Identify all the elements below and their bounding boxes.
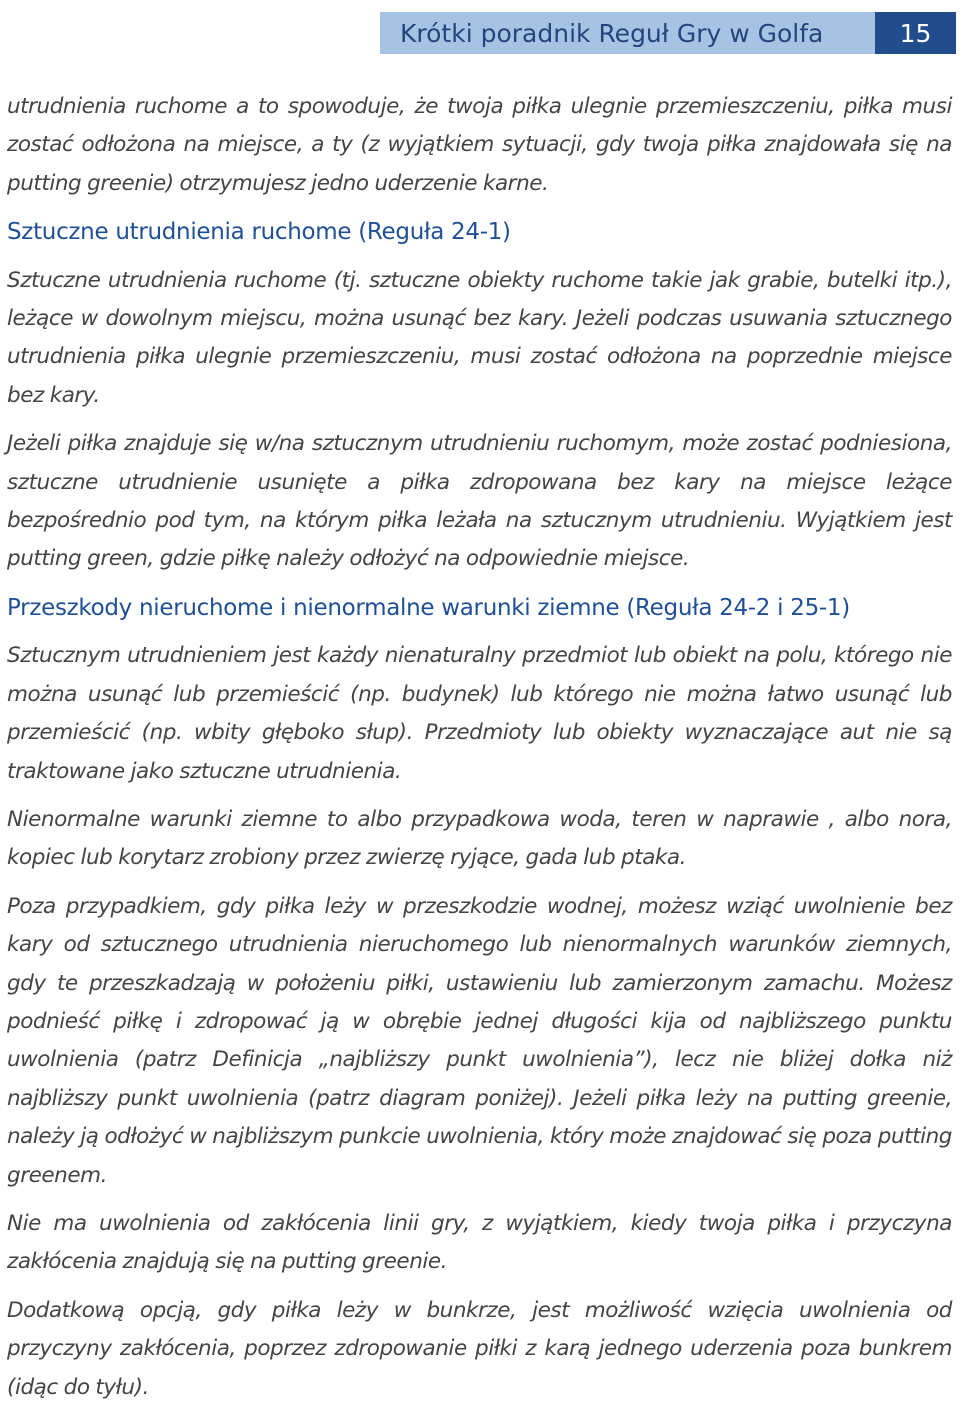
paragraph-relief-procedure: Poza przypadkiem, gdy piłka leży w przeszkodzie wodnej, możesz wziąć uwolnienie bez kary od sztucznego utrudnienia nieruchomego lub nienormalnych warunków ziemnych, gdy te przeszkadzają w położeniu piłki, ustawieniu lub zamierzonym zamachu. Możesz podnieść piłkę i zdropować ją w obrębie jednej długości kija od najbliższego punktu uwolnienia (patrz Definicja „najbliższy punkt uwolnienia”), lecz nie bliżej dołka niż najbliższy punkt uwolnienia (patrz diagram poniżej). Jeżeli piłka leży na putting greenie, należy ją odłożyć w najbliższym punkcie uwolnienia, który może znajdować się poza putting greenem. (7, 893, 952, 1188)
paragraph-line-of-play: Nie ma uwolnienia od zakłócenia linii gry, z wyjątkiem, kiedy twoja piłka i przyczyna zakłócenia znajdują się na putting greenie. (7, 1210, 952, 1275)
paragraph-bunker-option: Dodatkową opcją, gdy piłka leży w bunkrze, jest możliwość wzięcia uwolnienia od przyczyny zakłócenia, poprzez zdropowanie piłki z karą jednego uderzenia poza bunkrem (idąc do tyłu). (7, 1297, 952, 1400)
heading-movable-obstructions: Sztuczne utrudnienia ruchome (Reguła 24-1) (7, 219, 511, 246)
page-content (7, 88, 952, 1417)
paragraph-continuation: utrudnienia ruchome a to spowoduje, że twoja piłka ulegnie przemieszczeniu, piłka musi zostać odłożona na miejsce, a ty (z wyjątkiem sytuacji, gdy twoja piłka znajdowała się na putting greenie) otrzymujesz jedno uderzenie karne. (7, 94, 952, 196)
heading-immovable-obstructions: Przeszkody nieruchome i nienormalne warunki ziemne (Reguła 24-2 i 25-1) (7, 594, 850, 621)
header-title: Krótki poradnik Reguł Gry w Golfa (400, 19, 824, 48)
paragraph-abnormal-ground: Nienormalne warunki ziemne to albo przypadkowa woda, teren w naprawie , albo nora, kopiec lub korytarz zrobiony przez zwierzę ryjące, gada lub ptaka. (7, 806, 952, 871)
paragraph-ball-on-obstruction: Jeżeli piłka znajduje się w/na sztucznym utrudnieniu ruchomym, może zostać podniesiona, sztuczne utrudnienie usunięte a piłka zdropowana bez kary na miejsce leżące bezpośrednio pod tym, na którym piłka leżała na sztucznym utrudnieniu. Wyjątkiem jest putting green, gdzie piłkę należy odłożyć na odpowiednie miejsce. (7, 431, 952, 572)
paragraph-obstruction-definition: Sztucznym utrudnieniem jest każdy nienaturalny przedmiot lub obiekt na polu, którego nie można usunąć lub przemieścić (np. budynek) lub którego nie można łatwo usunąć lub przemieścić (np. wbity głęboko słup). Przedmioty lub obiekty wyznaczające aut nie są traktowane jako sztuczne utrudnienia. (7, 643, 952, 784)
page-number: 15 (899, 19, 932, 48)
paragraph-movable-obstructions: Sztuczne utrudnienia ruchome (tj. sztuczne obiekty ruchome takie jak grabie, butelki itp.), leżące w dowolnym miejscu, można usunąć bez kary. Jeżeli podczas usuwania sztucznego utrudnienia piłka ulegnie przemieszczeniu, musi zostać odłożona na poprzednie miejsce bez kary. (7, 267, 952, 408)
